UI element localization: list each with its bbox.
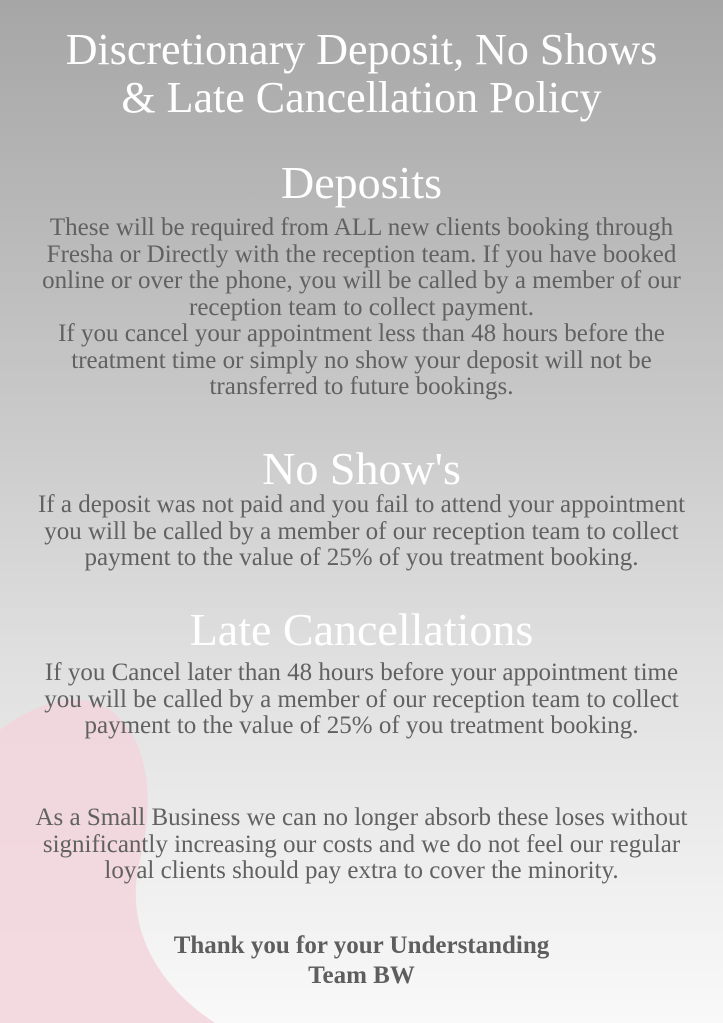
deposits-paragraph-2: If you cancel your appointment less than 48 hours before the treatment time or simply no show your deposit will not be transferred to future bookings. [58,320,665,400]
no-shows-paragraph: If a deposit was not paid and you fail to attend your appointment you will be called by a member of our reception team to collect payment to the value of 25% of you treatment booking. [37,491,686,571]
small-business-paragraph: As a Small Business we can no longer absorb these loses without significantly increasing our costs and we do not feel our regular loyal clients should pay extra to cover the minority. [35,804,688,884]
no-shows-heading: No Show's [262,443,461,494]
sign-off-thanks: Thank you for your Understanding [173,932,550,959]
page-title [0,26,723,122]
late-cancellations-paragraph: If you Cancel later than 48 hours before your appointment time you will be called by a member of our reception team to collect payment to the value of 25% of you treatment booking. [44,659,679,739]
page-title-line-2: & Late Cancellation Policy [121,73,602,122]
deposits-paragraph-1: These will be required from ALL new clients booking through Fresha or Directly with the reception team. If you have booked online or over the phone, you will be called by a member of our reception team to collect payment. [42,214,681,321]
deposits-section-body [30,215,693,401]
page-title-line-1: Discretionary Deposit, No Shows [65,25,658,74]
sign-off [0,931,723,991]
deposits-heading: Deposits [281,157,442,208]
sign-off-team: Team BW [308,962,415,989]
late-cancellations-heading: Late Cancellations [189,604,534,655]
